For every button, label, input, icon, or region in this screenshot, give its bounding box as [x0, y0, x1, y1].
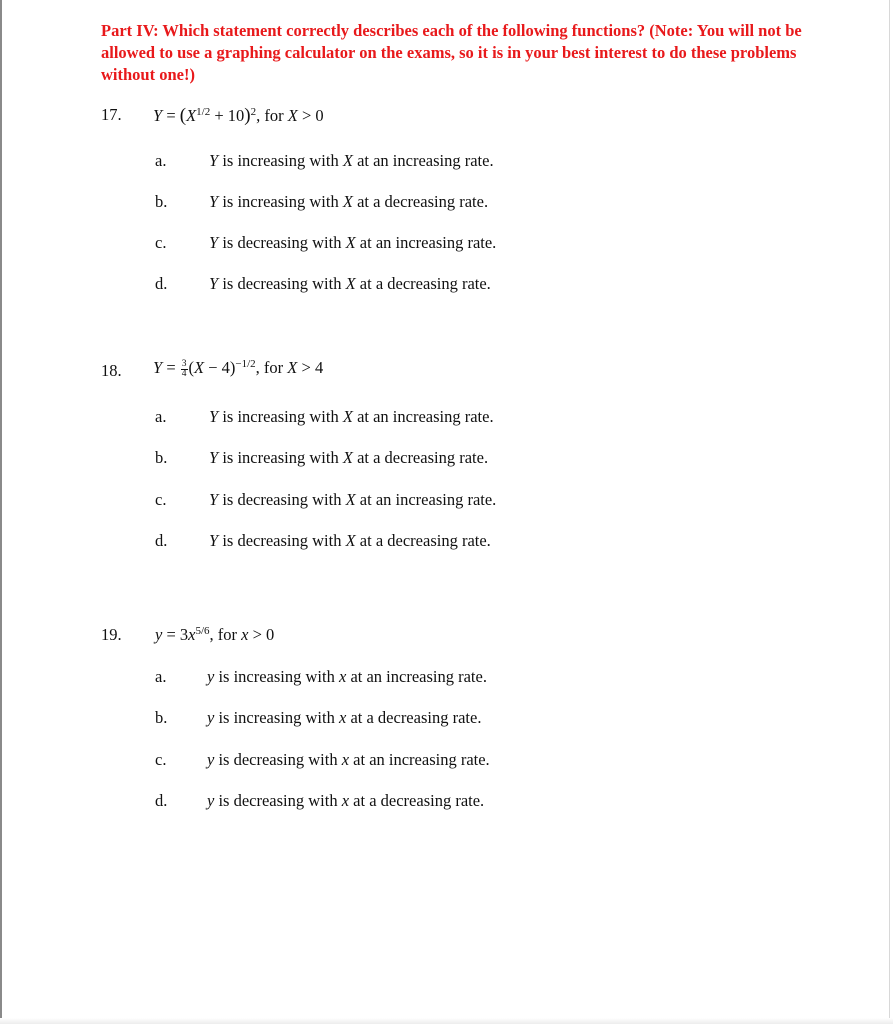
formula-fraction — [181, 360, 188, 379]
formula-x: X — [194, 358, 205, 377]
q18-option-b-letter: b. — [155, 448, 168, 467]
formula-outer-exponent: 2 — [250, 106, 257, 118]
formula-minus-term: − 4) — [204, 358, 236, 377]
formula-open-paren: ( — [188, 358, 194, 377]
formula-condition-rest: > 4 — [297, 358, 324, 377]
formula-equals: = — [162, 625, 180, 644]
q19-option-d-text: y is decreasing with x at a decreasing rate. — [207, 791, 485, 810]
formula-condition-rest: > 0 — [248, 625, 275, 644]
formula-exponent: 5/6 — [195, 625, 210, 637]
formula-exponent: −1/2 — [235, 358, 256, 370]
q19-option-c-letter: c. — [155, 750, 167, 769]
q18-option-c-text: Y is decreasing with X at an increasing rate. — [209, 490, 497, 509]
formula-plus-term: + 10 — [210, 106, 245, 125]
question-19-number: 19. — [101, 625, 122, 644]
question-17-formula — [153, 105, 324, 127]
q18-option-d-letter: d. — [155, 531, 168, 550]
formula-condition-text: , for — [256, 106, 288, 125]
formula-y: y — [155, 625, 163, 644]
q19-option-b-letter: b. — [155, 708, 168, 727]
formula-open-paren: ( — [179, 105, 187, 126]
formula-coefficient: 3 — [179, 625, 189, 644]
question-19-formula — [155, 625, 274, 645]
q18-option-a-letter: a. — [155, 407, 167, 426]
q17-option-a-text: Y is increasing with X at an increasing rate. — [209, 151, 494, 170]
q19-option-c-text: y is decreasing with x at an increasing rate. — [207, 750, 490, 769]
formula-x: x — [188, 625, 196, 644]
q18-option-b-text: Y is increasing with X at a decreasing rate. — [209, 448, 489, 467]
formula-y: Y — [153, 358, 163, 377]
q17-option-c-text: Y is decreasing with X at an increasing rate. — [209, 233, 497, 252]
formula-x: X — [186, 106, 197, 125]
formula-condition-text: , for — [255, 358, 288, 377]
formula-equals: = — [162, 106, 180, 125]
formula-condition-text: , for — [209, 625, 242, 644]
formula-condition-var: x — [241, 625, 249, 644]
question-17-number: 17. — [101, 105, 122, 124]
q17-option-b-letter: b. — [155, 192, 168, 211]
question-18-formula — [153, 358, 323, 379]
q19-option-d-letter: d. — [155, 791, 168, 810]
formula-condition-rest: > 0 — [297, 106, 324, 125]
formula-y: Y — [153, 106, 163, 125]
question-18-number: 18. — [101, 361, 122, 380]
q19-option-a-letter: a. — [155, 667, 167, 686]
q19-option-b-text: y is increasing with x at a decreasing rate. — [207, 708, 482, 727]
q17-option-d-letter: d. — [155, 274, 168, 293]
q18-option-c-letter: c. — [155, 490, 167, 509]
formula-condition-var: X — [287, 106, 298, 125]
formula-equals: = — [162, 358, 180, 377]
page-bottom-shade — [0, 1018, 893, 1024]
q18-option-d-text: Y is decreasing with X at a decreasing rate. — [209, 531, 491, 550]
formula-exponent: 1/2 — [196, 106, 211, 118]
q17-option-a-letter: a. — [155, 151, 167, 170]
q18-option-a-text: Y is increasing with X at an increasing rate. — [209, 407, 494, 426]
q17-option-b-text: Y is increasing with X at a decreasing rate. — [209, 192, 489, 211]
formula-condition-var: X — [287, 358, 298, 377]
q17-option-c-letter: c. — [155, 233, 167, 252]
fraction-numerator: 3 — [181, 358, 187, 369]
part-heading: Part IV: Which statement correctly describes each of the following functions? (Note: You will not be allowed to use a graphing calculator on the exams, so it is in your best interest to do these problems without one!) — [101, 21, 802, 84]
fraction-denominator: 4 — [181, 368, 187, 379]
q17-option-d-text: Y is decreasing with X at a decreasing rate. — [209, 274, 491, 293]
q19-option-a-text: y is increasing with x at an increasing rate. — [207, 667, 487, 686]
formula-close-paren: ) — [244, 105, 251, 126]
